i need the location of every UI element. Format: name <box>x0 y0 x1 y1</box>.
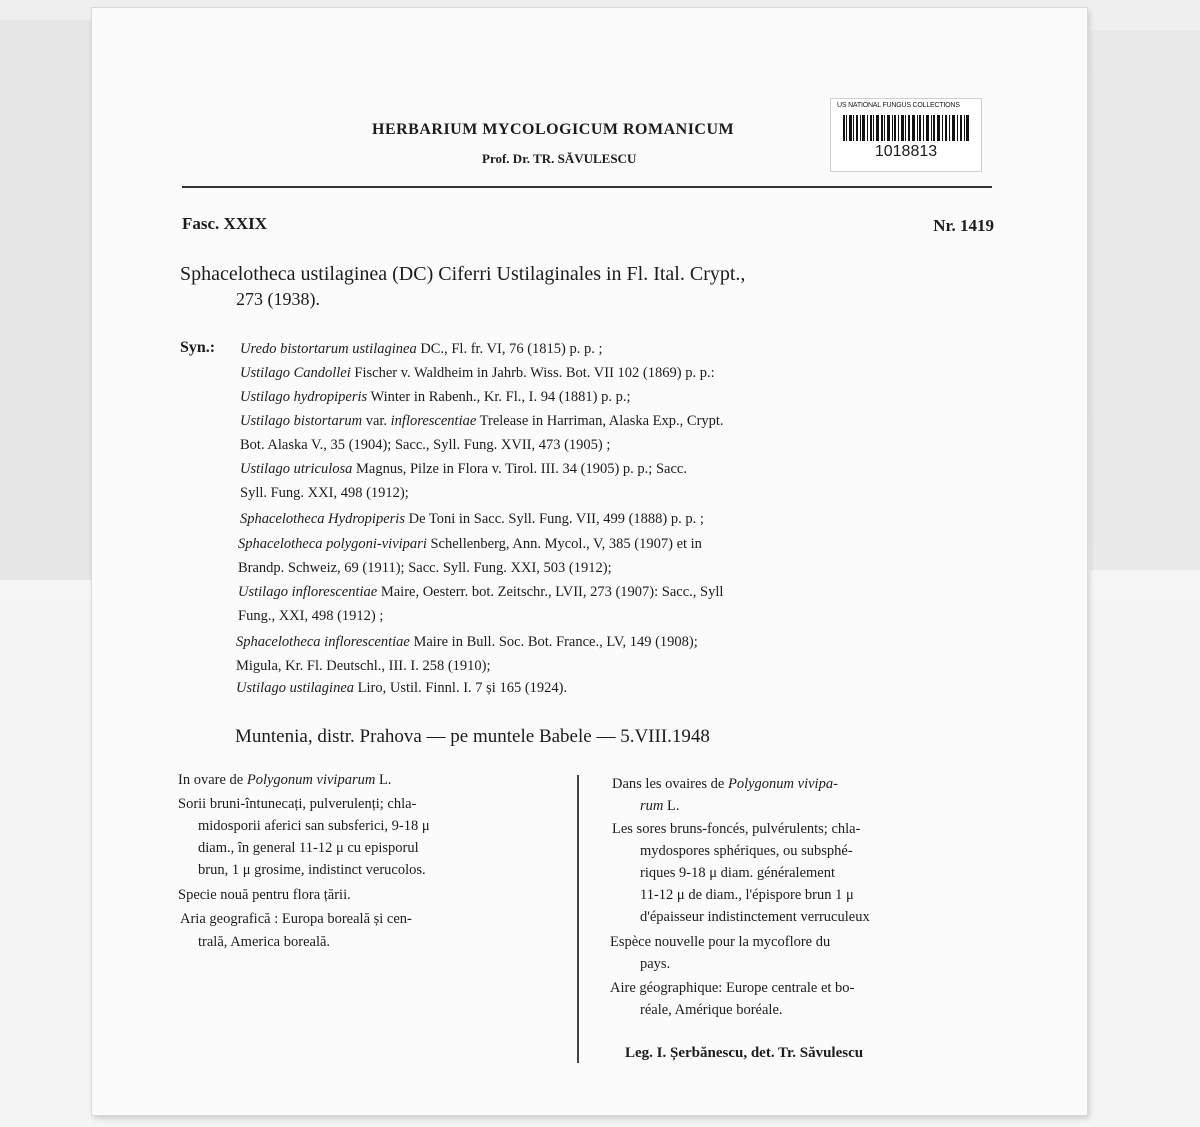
fr-description-line: Les sores bruns-foncés, pulvérulents; chla- <box>612 821 861 837</box>
ro-host-suffix: L. <box>375 772 392 788</box>
envelope-flap-right <box>1090 30 1200 570</box>
ro-note: Specie nouă pentru flora țării. <box>178 887 351 903</box>
synonym-citation: Liro, Ustil. Finnl. I. 7 și 165 (1924). <box>354 680 568 696</box>
synonym-line: Fung., XXI, 498 (1912) ; <box>238 608 384 624</box>
synonym-name: Sphacelotheca inflorescentiae <box>236 634 410 650</box>
synonym-line: Syll. Fung. XXI, 498 (1912); <box>240 485 409 501</box>
synonym-name: Ustilago bistortarum <box>240 413 363 429</box>
fr-note-line: Espèce nouvelle pour la mycoflore du <box>610 934 831 950</box>
herbarium-title: HERBARIUM MYCOLOGICUM ROMANICUM <box>372 121 735 138</box>
ro-description-line: brun, 1 μ grosime, indistinct verucolos. <box>198 862 426 878</box>
synonym-citation: Maire, Oesterr. bot. Zeitschr., LVII, 273 (1907): Sacc., Syll <box>377 584 724 600</box>
herbarium-label <box>92 8 1087 1115</box>
synonym-line: Bot. Alaska V., 35 (1904); Sacc., Syll. Fung. XVII, 473 (1905) ; <box>240 437 611 453</box>
species-citation: 273 (1938). <box>236 289 320 309</box>
synonyms-heading: Syn.: <box>180 339 216 356</box>
synonym-name: Sphacelotheca Hydropiperis <box>240 511 405 527</box>
collection-locality: Muntenia, distr. Prahova — pe muntele Babele — 5.VIII.1948 <box>235 726 710 747</box>
synonym-line <box>240 511 704 528</box>
envelope-flap-left <box>0 20 100 580</box>
fascicle-number: Fasc. XXIX <box>182 214 267 233</box>
collector-determiner: Leg. I. Șerbănescu, det. Tr. Săvulescu <box>625 1045 864 1061</box>
fr-description-line: mydospores sphériques, ou subsphé- <box>640 843 853 859</box>
synonym-line <box>240 389 631 406</box>
specimen-number: Nr. 1419 <box>933 216 994 235</box>
synonym-citation: Winter in Rabenh., Kr. Fl., I. 94 (1881) p. p.; <box>367 389 631 405</box>
synonym-line <box>236 634 698 651</box>
synonym-name: Sphacelotheca polygoni-vivipari <box>238 536 427 552</box>
fr-host-name: Polygonum vivipa- <box>727 776 838 792</box>
header-rule <box>182 186 992 188</box>
synonym-citation: Fischer v. Waldheim in Jahrb. Wiss. Bot. VII 102 (1869) p. p.: <box>350 365 715 381</box>
synonym-line <box>238 584 723 601</box>
fr-description-line: d'épaisseur indistinctement verruculeux <box>640 909 870 925</box>
ro-description-line: midosporii aferici san subsferici, 9-18 μ <box>198 818 430 834</box>
fr-distribution-line: réale, Amérique boréale. <box>640 1002 783 1018</box>
synonym-citation: var. <box>362 413 391 429</box>
synonym-line <box>238 536 702 553</box>
species-name: Sphacelotheca ustilaginea (DC) Ciferri Ustilaginales in Fl. Ital. Crypt., <box>180 263 746 285</box>
synonym-citation: Trelease in Harriman, Alaska Exp., Crypt. <box>476 413 724 429</box>
synonym-line <box>240 365 715 382</box>
synonym-name: Ustilago ustilaginea <box>236 680 355 696</box>
column-divider <box>577 775 579 1063</box>
fr-description-line: 11-12 μ de diam., l'épispore brun 1 μ <box>640 887 854 903</box>
synonym-citation: Schellenberg, Ann. Mycol., V, 385 (1907) et in <box>426 536 702 552</box>
synonym-name: Ustilago utriculosa <box>240 461 353 477</box>
ro-host-prefix: In ovare de <box>178 772 247 788</box>
fr-distribution-line: Aire géographique: Europe centrale et bo- <box>610 980 855 996</box>
fr-host-line <box>612 776 838 793</box>
synonym-line <box>240 341 603 358</box>
synonym-name: Ustilago hydropiperis <box>240 389 368 405</box>
ro-distribution-line: Aria geografică : Europa boreală și cen- <box>180 911 412 927</box>
fr-host-name-cont: rum <box>640 798 664 814</box>
barcode-institution: US NATIONAL FUNGUS COLLECTIONS <box>837 102 960 109</box>
synonym-citation: De Toni in Sacc. Syll. Fung. VII, 499 (1888) p. p. ; <box>404 511 704 527</box>
fr-host-line <box>640 798 679 815</box>
synonym-line: Migula, Kr. Fl. Deutschl., III. I. 258 (1910); <box>236 658 491 674</box>
fr-description-line: riques 9-18 μ diam. généralement <box>640 865 835 881</box>
synonym-line: Brandp. Schweiz, 69 (1911); Sacc. Syll. Fung. XXI, 503 (1912); <box>238 560 612 576</box>
synonym-name: Ustilago Candollei <box>240 365 351 381</box>
synonym-citation: Magnus, Pilze in Flora v. Tirol. III. 34 (1905) p. p.; Sacc. <box>352 461 687 477</box>
ro-host-line <box>178 772 391 789</box>
fr-host-prefix: Dans les ovaires de <box>612 776 728 792</box>
barcode-label <box>830 98 982 172</box>
herbarium-curator: Prof. Dr. TR. SĂVULESCU <box>482 151 637 166</box>
fr-note-line: pays. <box>640 956 671 972</box>
ro-host-name: Polygonum viviparum <box>246 772 376 788</box>
barcode-number: 1018813 <box>874 143 938 160</box>
barcode-icon <box>843 115 969 141</box>
synonym-line <box>240 461 687 478</box>
synonym-citation: Maire in Bull. Soc. Bot. France., LV, 149 (1908); <box>409 634 698 650</box>
synonym-name: Uredo bistortarum ustilaginea <box>240 341 417 357</box>
synonym-line <box>236 680 567 697</box>
ro-description-line: diam., în general 11-12 μ cu episporul <box>198 840 419 856</box>
synonym-line <box>240 413 724 430</box>
ro-distribution-line: trală, America boreală. <box>198 934 331 950</box>
synonym-citation: DC., Fl. fr. VI, 76 (1815) p. p. ; <box>416 341 603 357</box>
ro-description-line: Sorii bruni-întunecați, pulverulenți; chla- <box>178 796 417 812</box>
fr-host-suffix: L. <box>663 798 680 814</box>
synonym-variety: inflorescentiae <box>390 413 477 429</box>
synonym-name: Ustilago inflorescentiae <box>238 584 378 600</box>
